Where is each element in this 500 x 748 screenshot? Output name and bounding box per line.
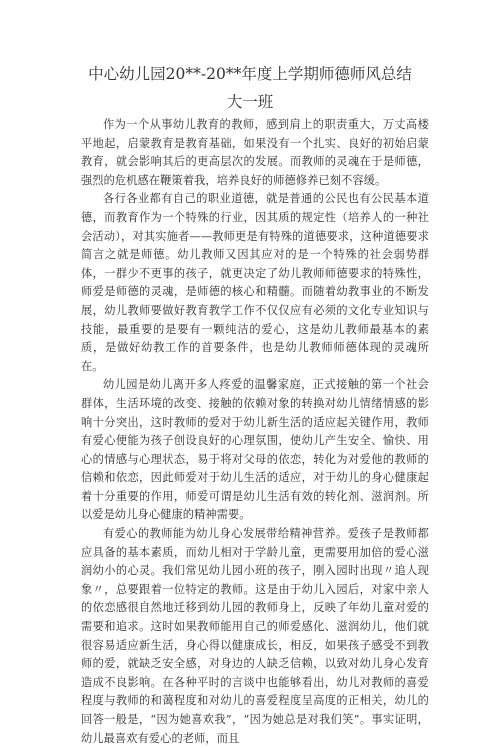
paragraph-1: 作为一个从事幼儿教育的教师，感到肩上的职责重大，万丈高楼平地起，启蒙教育是教育基础，如果没有一个扎实、良好的初始启蒙教育，就会影响其后的更高层次的发展。而教师的灵魂在于是师德，强烈的危机感在鞭策着我，培养良好的师德修养已刻不容缓。 — [81, 118, 429, 187]
document-title: 中心幼儿园20**-20**年度上学期师德师风总结 — [88, 65, 412, 83]
class-name-subtitle: 大一班 — [226, 93, 274, 111]
paragraph-2: 各行各业都有自己的职业道德，就是普通的公民也有公民基本道德，而教育作为一个特殊的行业，因其质的规定性（培养人的一种社会活动），对其实施者——教师更是有特殊的道德要求，这种道德要求简言之就是师德。幼儿教师又因其应对的是一个特殊的社会弱势群体，一群少不更事的孩子，就更决定了幼儿教师师德要求的特殊性，师爱是师德的灵魂，是师德的核心和精髓。而随着幼教事业的不断发展，幼儿教师要做好教育教学工作不仅仅应有必须的文化专业知识与技能，最重要的是要有一颗纯洁的爱心，这是幼儿教师最基本的素质，是做好幼教工作的首要条件，也是幼儿教师师德体现的灵魂所在。 — [81, 192, 429, 373]
document-body — [81, 116, 429, 748]
paragraph-3: 幼儿园是幼儿离开多人疼爱的温馨家庭，正式接触的第一个社会群体，生活环境的改变、接触的依赖对象的转换对幼儿情绪情感的影响十分突出，这时教师的爱对于幼儿新生活的适应起关键作用，教师有爱心便能为孩子创设良好的心理氛围，使幼儿产生安全、愉快、用心的情感与心理状态，易于将对父母的依恋，转化为对爱他的教师的信赖和依恋，因此师爱对于幼儿生活的适应，对于幼儿的身心健康起着十分重要的作用，师爱可谓是幼儿生活有效的转化剂、滋润剂。所以爱是幼儿身心健康的精神需要。 — [81, 378, 429, 522]
paragraph-4: 有爱心的教师能为幼儿身心发展带给精神营养。爱孩子是教师都应具备的基本素质，而幼儿相对于学龄儿童，更需要用加倍的爱心滋润幼小的心灵。我们常见幼儿园小班的孩子，刚入园时出现〃追人现象〃，总要跟着一位特定的教师。这是由于幼儿入园后，对家中亲人的依恋感很自然地迁移到幼儿园的教师身上，反映了年幼儿童对爱的需要和追求。这时如果教师能用自己的师爱感化、滋润幼儿，他们就很容易适应新生活，身心得以健康成长，相反，如果孩子感受不到教师的爱，就缺乏安全感，对身边的人缺乏信赖，以致对幼儿身心发育造成不良影响。在各种平时的言谈中也能够看出，幼儿对教师的喜爱程度与教师的和蔼程度和对幼儿的喜爱程度呈高度的正相关，幼儿的回答一般是，“因为她喜欢我”，“因为她总是对我们笑”。事实证明，幼儿最喜欢有爱心的老师，而且 — [81, 527, 429, 745]
